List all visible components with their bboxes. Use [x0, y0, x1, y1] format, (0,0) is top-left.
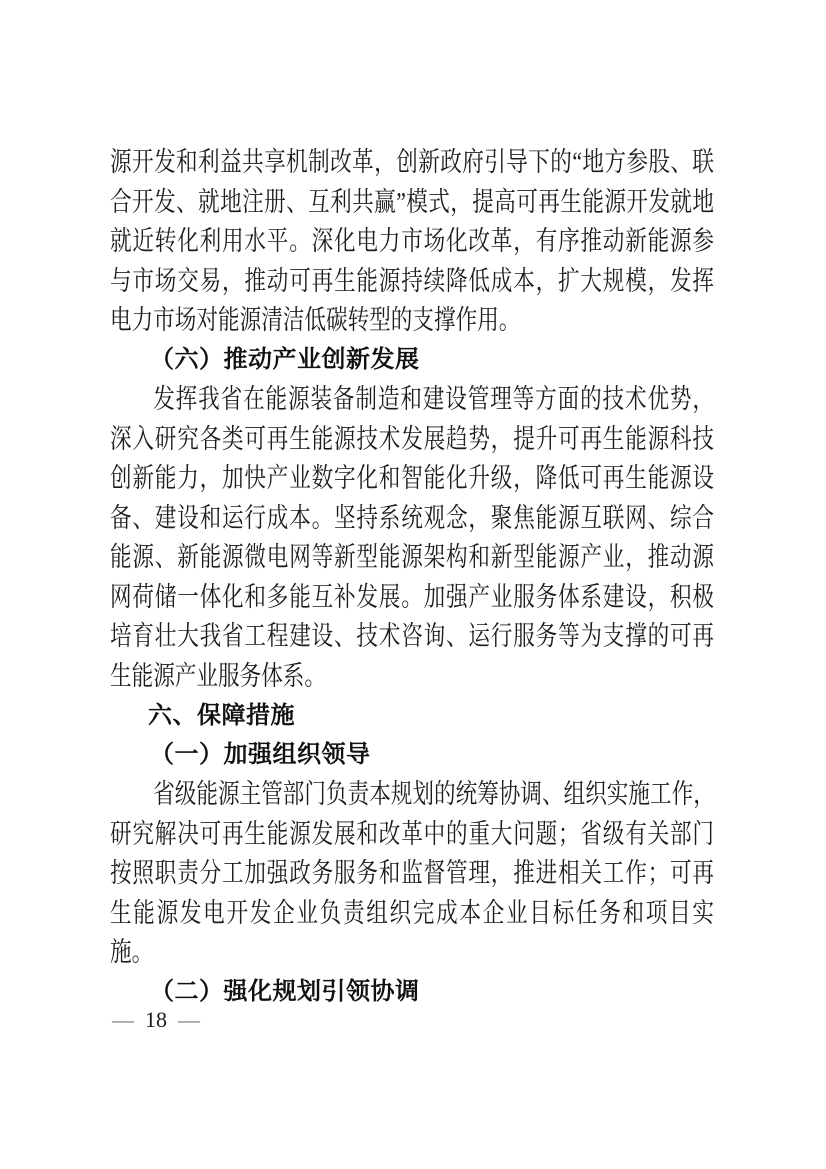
text-line-row: [110, 301, 714, 341]
body-text-line: 培育壮大我省工程建设、技术咨询、运行服务等为支撑的可再: [110, 621, 714, 651]
text-line-row: [110, 380, 714, 420]
body-text-line: 生能源发电开发企业负责组织完成本企业目标任务和项目实: [110, 897, 714, 928]
text-line-row: [110, 183, 714, 223]
body-text-line: 能源、新能源微电网等新型能源架构和新型能源产业，推动源: [110, 542, 714, 572]
text-line-row: [110, 538, 714, 578]
body-text-line: 备、建设和运行成本。坚持系统观念，聚焦能源互联网、综合: [110, 502, 714, 533]
body-text-line: 按照职责分工加强政务服务和监督管理，推进相关工作；可再: [110, 858, 714, 888]
text-line-row: [110, 815, 714, 855]
body-text-line: 发挥我省在能源装备制造和建设管理等方面的技术优势，: [153, 384, 714, 414]
page-footer: [112, 1006, 200, 1034]
body-text-line: 省级能源主管部门负责本规划的统筹协调、组织实施工作，: [153, 779, 715, 809]
text-line-row: [110, 578, 714, 618]
text-line-row: [110, 143, 714, 183]
text-line-row: [110, 933, 714, 973]
body-text-line: 深入研究各类可再生能源技术发展趋势，提升可再生能源科技: [110, 423, 714, 454]
body-text-line: 合开发、就地注册、互利共赢”模式，提高可再生能源开发就地: [110, 186, 714, 217]
page-number: 18: [145, 1007, 167, 1032]
body-text-line: 电力市场对能源清洁低碳转型的支撑作用。: [110, 305, 521, 335]
footer-dash-left: —: [112, 1007, 134, 1032]
body-text-line: 网荷储一体化和多能互补发展。加强产业服务体系建设，积极: [110, 581, 714, 612]
document-body: [110, 143, 714, 1012]
body-text-line: 施。: [110, 937, 154, 967]
body-text-line: 与市场交易，推动可再生能源持续降低成本，扩大规模，发挥: [110, 265, 714, 296]
sub-heading: （一）加强组织领导: [150, 741, 371, 768]
text-line-row: [110, 657, 714, 697]
text-line-row: [110, 617, 714, 657]
text-line-row: [110, 854, 714, 894]
text-line-row: [110, 894, 714, 934]
body-text-line: 研究解决可再生能源发展和改革中的重大问题；省级有关部门: [110, 818, 714, 849]
body-text-line: 就近转化利用水平。深化电力市场化改革，有序推动新能源参: [110, 226, 714, 256]
text-line-row: [110, 222, 714, 262]
sub-heading: （六）推动产业创新发展: [150, 346, 420, 373]
text-line-row: [110, 499, 714, 539]
sub-heading: （二）强化规划引领协调: [150, 978, 420, 1005]
section-heading: 六、保障措施: [148, 702, 295, 729]
body-text-line: 生能源产业服务体系。: [110, 660, 326, 691]
body-text-line: 创新能力，加快产业数字化和智能化升级，降低可再生能源设: [110, 463, 714, 493]
footer-dash-right: —: [178, 1007, 200, 1032]
text-line-row: [110, 420, 714, 460]
text-line-row: [110, 459, 714, 499]
text-line-row: [110, 775, 714, 815]
body-text-line: 源开发和利益共享机制改革，创新政府引导下的“地方参股、联: [110, 147, 714, 177]
text-line-row: [110, 262, 714, 302]
